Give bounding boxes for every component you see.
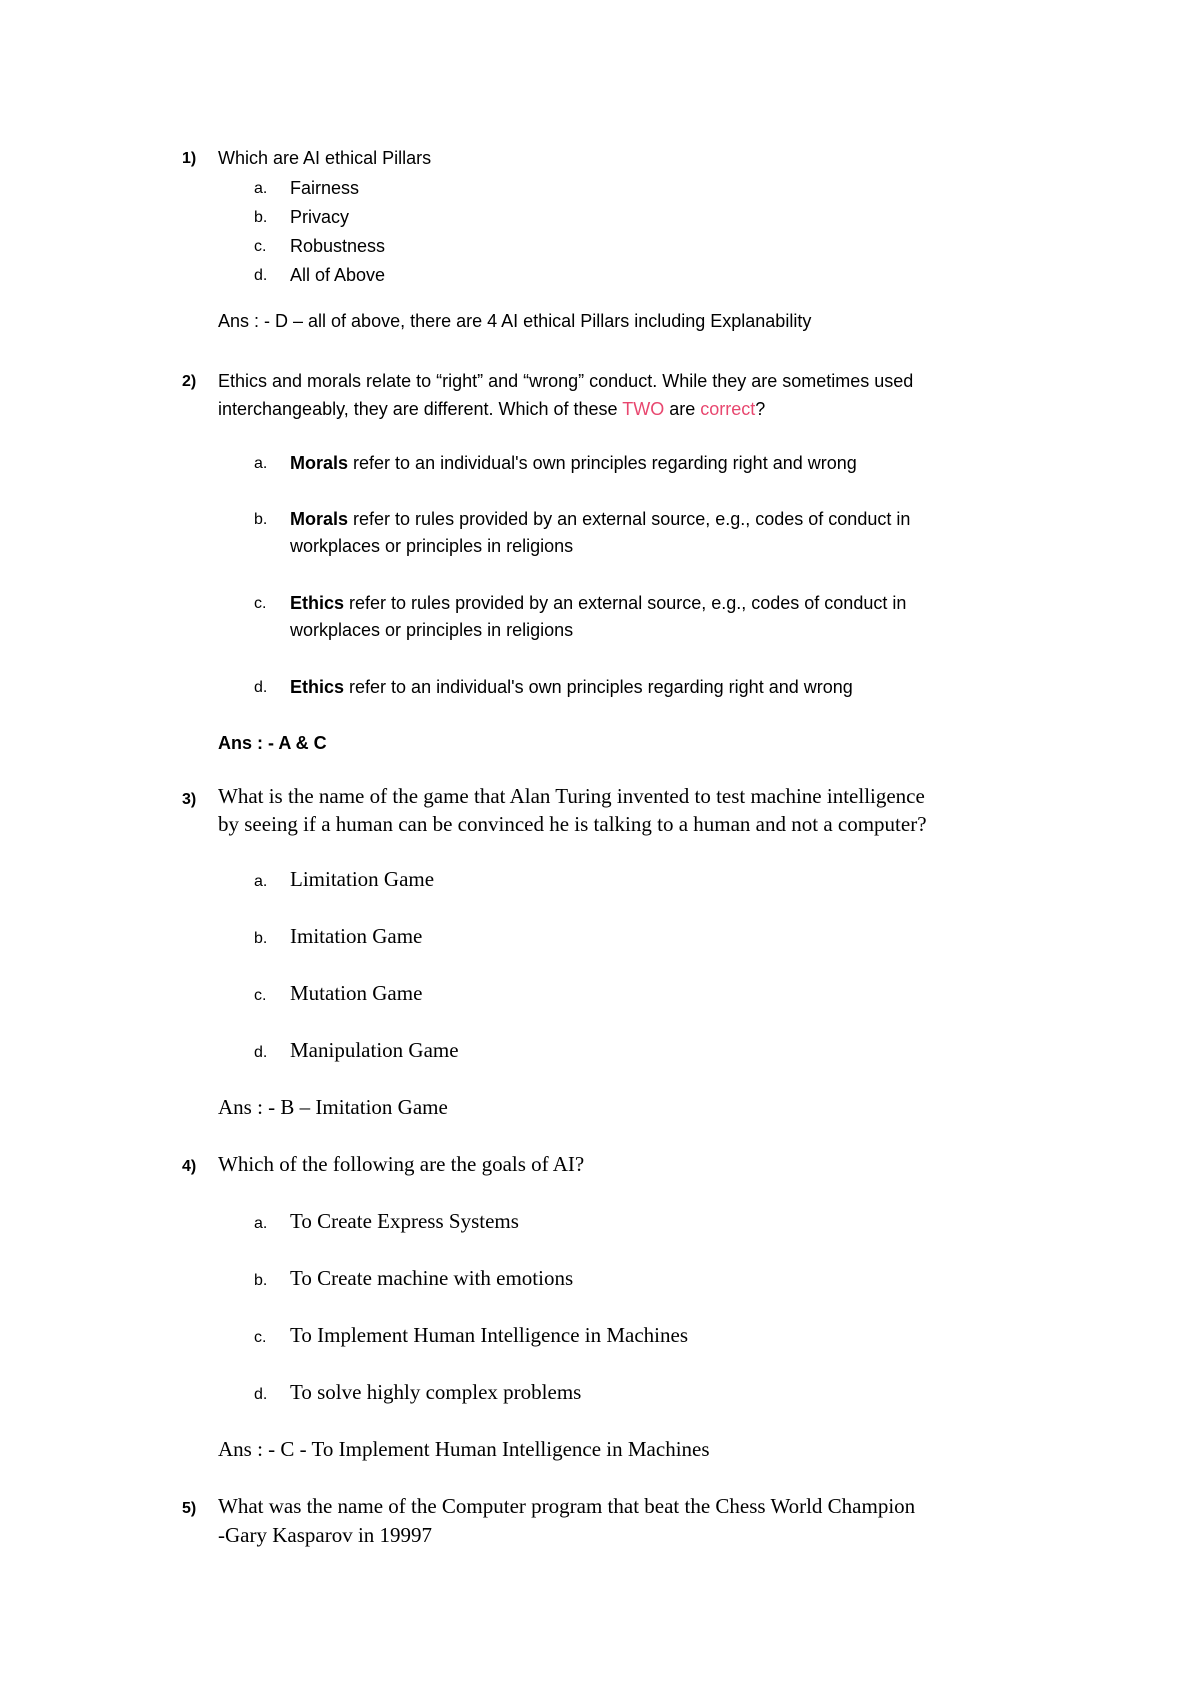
option-keyword: Ethics: [290, 593, 345, 613]
option-text: To solve highly complex problems: [290, 1380, 582, 1404]
option-rest: refer to rules provided by an external source, e.g., codes of conduct in: [348, 509, 911, 529]
question-number: 4): [182, 1158, 197, 1175]
option-letter: c.: [254, 987, 267, 1004]
question-number: 3): [182, 791, 197, 808]
option-text: To Implement Human Intelligence in Machines: [290, 1323, 688, 1347]
option-text: [290, 593, 906, 614]
question-text-line1: Ethics and morals relate to “right” and “wrong” conduct. While they are sometimes used: [218, 371, 914, 391]
option-keyword: Morals: [290, 509, 349, 529]
option-text: [290, 509, 910, 530]
option-keyword: Ethics: [290, 677, 345, 697]
question-text-line2: by seeing if a human can be convinced he is talking to a human and not a computer?: [218, 812, 927, 836]
option-text-line2: workplaces or principles in religions: [290, 536, 574, 556]
option-text: All of Above: [290, 265, 386, 285]
option-text: Limitation Game: [290, 867, 435, 891]
answer-text: Ans : - B – Imitation Game: [218, 1095, 448, 1119]
question-number: 2): [182, 373, 197, 390]
option-letter: d.: [254, 679, 268, 696]
option-letter: c.: [254, 1329, 267, 1346]
answer-text: Ans : - D – all of above, there are 4 AI ethical Pillars including Explanability: [218, 311, 812, 331]
option-text-line2: workplaces or principles in religions: [290, 620, 574, 640]
question-number: 1): [182, 150, 197, 167]
option-text: To Create Express Systems: [290, 1209, 519, 1233]
question-text-part: ?: [755, 399, 766, 419]
option-letter: b.: [254, 930, 268, 947]
option-rest: refer to an individual's own principles regarding right and wrong: [348, 453, 857, 473]
option-text: Mutation Game: [290, 981, 423, 1005]
option-letter: b.: [254, 209, 268, 226]
option-letter: d.: [254, 1386, 268, 1403]
question-text-line1: What is the name of the game that Alan Turing invented to test machine intelligence: [218, 784, 925, 808]
option-letter: a.: [254, 455, 268, 472]
answer-text: Ans : - C - To Implement Human Intelligence in Machines: [218, 1437, 710, 1461]
option-letter: c.: [254, 595, 267, 612]
question-text-line1: What was the name of the Computer program that beat the Chess World Champion: [218, 1494, 916, 1518]
option-text: Imitation Game: [290, 924, 423, 948]
option-text: Privacy: [290, 207, 350, 227]
option-text: Robustness: [290, 236, 386, 256]
option-rest: refer to an individual's own principles regarding right and wrong: [344, 677, 853, 697]
option-text: [290, 453, 857, 474]
option-letter: a.: [254, 1215, 268, 1232]
option-keyword: Morals: [290, 453, 349, 473]
question-text: Which of the following are the goals of AI?: [218, 1152, 585, 1176]
option-text: Manipulation Game: [290, 1038, 459, 1062]
option-letter: b.: [254, 1272, 268, 1289]
option-letter: c.: [254, 238, 267, 255]
question-text-line2: -Gary Kasparov in 19997: [218, 1523, 433, 1547]
option-text: To Create machine with emotions: [290, 1266, 574, 1290]
option-letter: a.: [254, 873, 268, 890]
option-letter: d.: [254, 1044, 268, 1061]
highlight-two: TWO: [622, 399, 665, 419]
question-text-part: are: [664, 399, 701, 419]
option-letter: a.: [254, 180, 268, 197]
option-letter: b.: [254, 511, 268, 528]
option-rest: refer to rules provided by an external source, e.g., codes of conduct in: [344, 593, 907, 613]
question-text-part: interchangeably, they are different. Which of these: [218, 399, 623, 419]
option-text: Fairness: [290, 178, 360, 198]
answer-text: Ans : - A & C: [218, 733, 327, 753]
question-number: 5): [182, 1500, 197, 1517]
option-text: [290, 677, 853, 698]
option-letter: d.: [254, 267, 268, 284]
question-text-line2: [218, 399, 765, 420]
highlight-correct: correct: [700, 399, 756, 419]
question-text: Which are AI ethical Pillars: [218, 148, 432, 168]
